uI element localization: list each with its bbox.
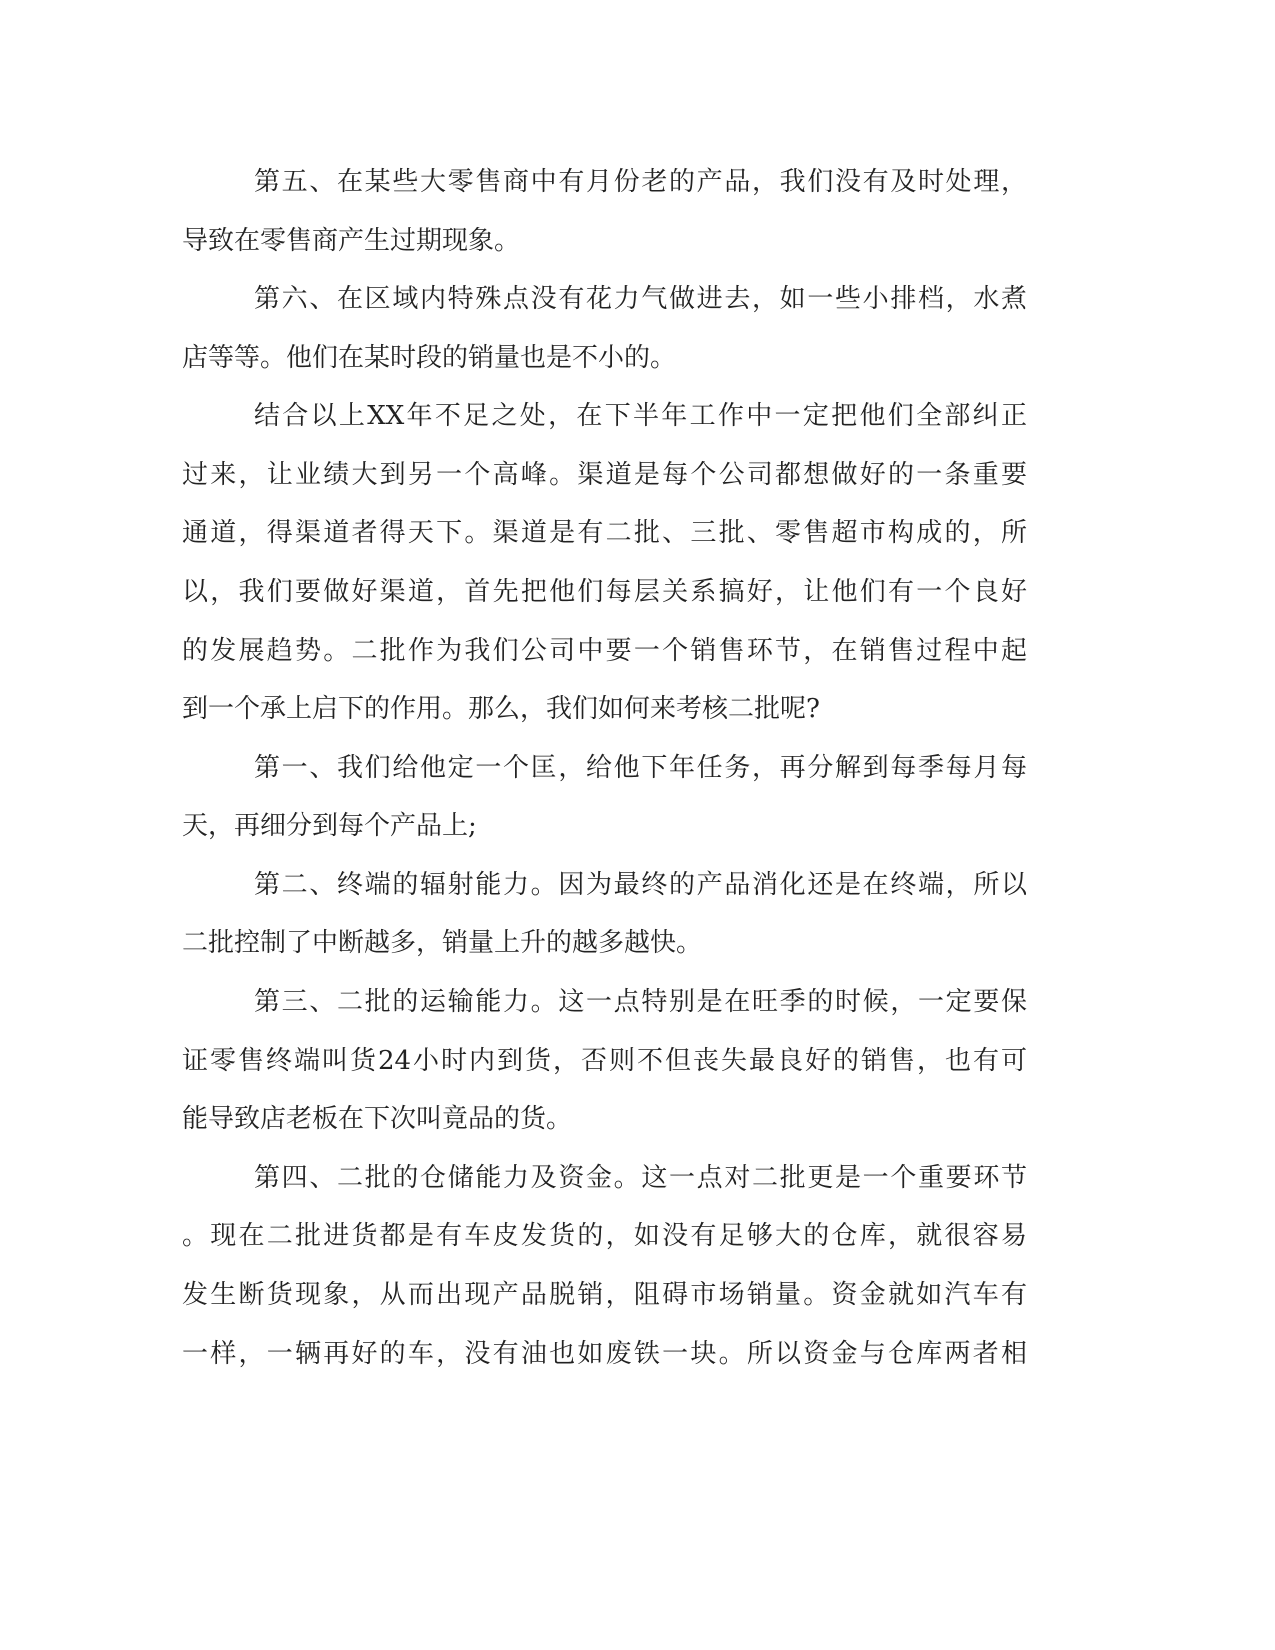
point-4-line-4: 一样，一辆再好的车，没有油也如废铁一块。所以资金与仓库两者相 xyxy=(182,1339,1027,1369)
point-2-line-2: 二批控制了中断越多，销量上升的越多越快。 xyxy=(182,928,703,958)
summary-paragraph-line-5: 的发展趋势。二批作为我们公司中要一个销售环节，在销售过程中起 xyxy=(182,636,1027,666)
paragraph-6-line-2: 店等等。他们在某时段的销量也是不小的。 xyxy=(182,343,677,373)
point-4-line-2: 。现在二批进货都是有车皮发货的，如没有足够大的仓库，就很容易 xyxy=(182,1221,1027,1251)
summary-paragraph-line-2: 过来，让业绩大到另一个高峰。渠道是每个公司都想做好的一条重要 xyxy=(182,460,1027,490)
point-3-line-2: 证零售终端叫货24小时内到货，否则不但丧失最良好的销售，也有可 xyxy=(182,1046,1027,1076)
point-4-line-3: 发生断货现象，从而出现产品脱销，阻碍市场销量。资金就如汽车有 xyxy=(182,1280,1027,1310)
summary-paragraph-line-4: 以，我们要做好渠道，首先把他们每层关系搞好，让他们有一个良好 xyxy=(182,577,1027,607)
point-4-line-1: 第四、二批的仓储能力及资金。这一点对二批更是一个重要环节 xyxy=(254,1163,1027,1193)
point-3-line-3: 能导致店老板在下次叫竟品的货。 xyxy=(182,1104,573,1134)
paragraph-6-line-1: 第六、在区域内特殊点没有花力气做进去，如一些小排档，水煮 xyxy=(254,284,1027,314)
summary-paragraph-line-6: 到一个承上启下的作用。那么，我们如何来考核二批呢? xyxy=(182,694,820,724)
summary-paragraph-line-1: 结合以上XX年不足之处，在下半年工作中一定把他们全部纠正 xyxy=(254,401,1027,431)
point-2-line-1: 第二、终端的辐射能力。因为最终的产品消化还是在终端，所以 xyxy=(254,870,1027,900)
paragraph-5-line-2: 导致在零售商产生过期现象。 xyxy=(182,226,521,256)
point-1-line-2: 天，再细分到每个产品上; xyxy=(182,811,477,841)
point-1-line-1: 第一、我们给他定一个匡，给他下年任务，再分解到每季每月每 xyxy=(254,753,1027,783)
summary-paragraph-line-3: 通道，得渠道者得天下。渠道是有二批、三批、零售超市构成的，所 xyxy=(182,518,1027,548)
paragraph-5-line-1: 第五、在某些大零售商中有月份老的产品，我们没有及时处理， xyxy=(254,167,1027,197)
point-3-line-1: 第三、二批的运输能力。这一点特别是在旺季的时候，一定要保 xyxy=(254,987,1027,1017)
